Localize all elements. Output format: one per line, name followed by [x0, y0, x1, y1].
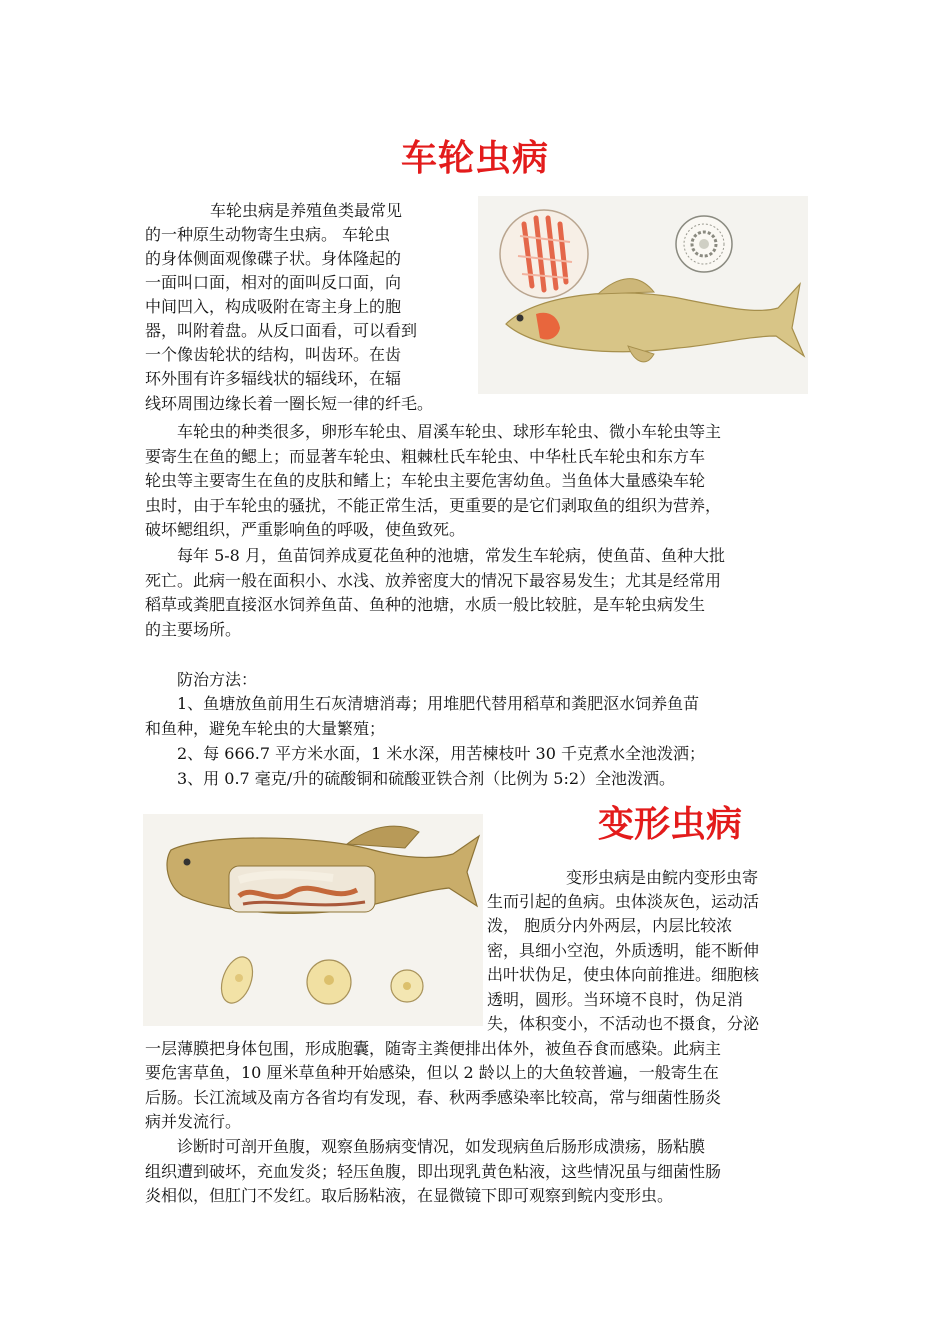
section1-para2-line-5: 破坏鳃组织，严重影响鱼的呼吸，使鱼致死。	[145, 520, 466, 539]
section2-para1-line-4: 病并发流行。	[145, 1112, 242, 1131]
section1-intro-line-9: 线环周围边缘长着一圈长短一律的纤毛。	[145, 394, 434, 413]
section1-para2-line-4: 虫时，由于车轮虫的骚扰，不能正常生活，更重要的是它们剥取鱼的组织为营养，	[145, 496, 722, 515]
fish-illustration-trichodina	[478, 196, 808, 394]
amoeba-cyst-icon-2	[307, 960, 351, 1004]
method-line-4: 3、用 0.7 毫克/升的硫酸铜和硫酸亚铁合剂（比例为 5:2）全池泼洒。	[177, 769, 676, 788]
section1-intro-line-4: 一面叫口面，相对的面叫反口面，向	[145, 273, 402, 292]
section2-intro-line-5: 出叶状伪足，使虫体向前推进。细胞核	[487, 965, 760, 984]
section1-para2-line-2: 要寄生在鱼的鳃上；而显著车轮虫、粗棘杜氏车轮虫、中华杜氏车轮虫和东方车	[145, 447, 706, 466]
method-line-3: 2、每 666.7 平方米水面，1 米水深，用苦楝枝叶 30 千克煮水全池泼洒；	[177, 744, 705, 763]
section1-para3-line-4: 的主要场所。	[145, 620, 242, 639]
methods-title: 防治方法：	[177, 670, 258, 689]
section2-para1-line-1: 一层薄膜把身体包围，形成胞囊，随寄主粪便排出体外，被鱼吞食而感染。此病主	[145, 1039, 722, 1058]
section1-intro-line-1: 车轮虫病是养殖鱼类最常见	[210, 201, 403, 220]
section1-para3-line-2: 死亡。此病一般在面积小、水浅、放养密度大的情况下最容易发生；尤其是经常用	[145, 571, 722, 590]
section1-intro-line-3: 的身体侧面观像碟子状。身体隆起的	[145, 249, 402, 268]
section2-para1-line-2: 要危害草鱼，10 厘米草鱼种开始感染，但以 2 龄以上的大鱼较普遍，一般寄生在	[145, 1063, 719, 1082]
gill-closeup-icon	[500, 210, 588, 298]
section2-para1-line-3: 后肠。长江流域及南方各省均有发现，春、秋两季感染率比较高，常与细菌性肠炎	[145, 1088, 722, 1107]
trichodina-wheel-icon	[676, 216, 732, 272]
section2-intro-line-4: 密，具细小空泡，外质透明，能不断伸	[487, 941, 760, 960]
section2-title: 变形虫病	[597, 804, 742, 845]
section1-para2-line-3: 轮虫等主要寄生在鱼的皮肤和鳍上；车轮虫主要危害幼鱼。当鱼体大量感染车轮	[145, 471, 706, 490]
method-line-1: 1、鱼塘放鱼前用生石灰清塘消毒；用堆肥代替用稻草和粪肥沤水饲养鱼苗	[177, 694, 700, 713]
section2-para2-line-3: 炎相似，但肛门不发红。取后肠粘液，在显微镜下即可观察到鲩内变形虫。	[145, 1186, 674, 1205]
section1-intro-line-6: 器，叫附着盘。从反口面看，可以看到	[145, 321, 418, 340]
fish-illustration-amoeba	[143, 814, 483, 1026]
method-line-2: 和鱼种，避免车轮虫的大量繁殖；	[145, 719, 386, 738]
section2-para2-line-2: 组织遭到破坏，充血发炎；轻压鱼腹，即出现乳黄色粘液，这些情况虽与细菌性肠	[145, 1162, 722, 1181]
section2-intro-line-1: 变形虫病是由鲩内变形虫寄	[566, 868, 759, 887]
section2-intro-line-2: 生而引起的鱼病。虫体淡灰色，运动活	[487, 892, 760, 911]
section1-intro-line-2: 的一种原生动物寄生虫病。 车轮虫	[145, 225, 391, 244]
section2-intro-line-3: 泼， 胞质分内外两层，内层比较浓	[487, 916, 733, 935]
section2-intro-line-6: 透明，圆形。当环境不良时，伪足消	[487, 990, 744, 1009]
section1-para3-line-3: 稻草或粪肥直接沤水饲养鱼苗、鱼种的池塘，水质一般比较脏，是车轮虫病发生	[145, 595, 706, 614]
section1-intro-line-5: 中间凹入，构成吸附在寄主身上的胞	[145, 297, 402, 316]
section1-intro-line-8: 环外围有许多辐线状的辐线环，在辐	[145, 369, 402, 388]
section1-para2-line-1: 车轮虫的种类很多，卵形车轮虫、眉溪车轮虫、球形车轮虫、微小车轮虫等主	[177, 422, 722, 441]
section1-para3-line-1: 每年 5-8 月，鱼苗饲养成夏花鱼种的池塘，常发生车轮病，使鱼苗、鱼种大批	[177, 546, 725, 565]
section1-intro-line-7: 一个像齿轮状的结构，叫齿环。在齿	[145, 345, 402, 364]
section2-para2-line-1: 诊断时可剖开鱼腹，观察鱼肠病变情况，如发现病鱼后肠形成溃疡，肠粘膜	[177, 1137, 706, 1156]
section1-title: 车轮虫病	[400, 138, 549, 179]
amoeba-cyst-icon-3	[391, 970, 423, 1002]
section2-intro-line-7: 失，体积变小，不活动也不摄食，分泌	[487, 1014, 760, 1033]
